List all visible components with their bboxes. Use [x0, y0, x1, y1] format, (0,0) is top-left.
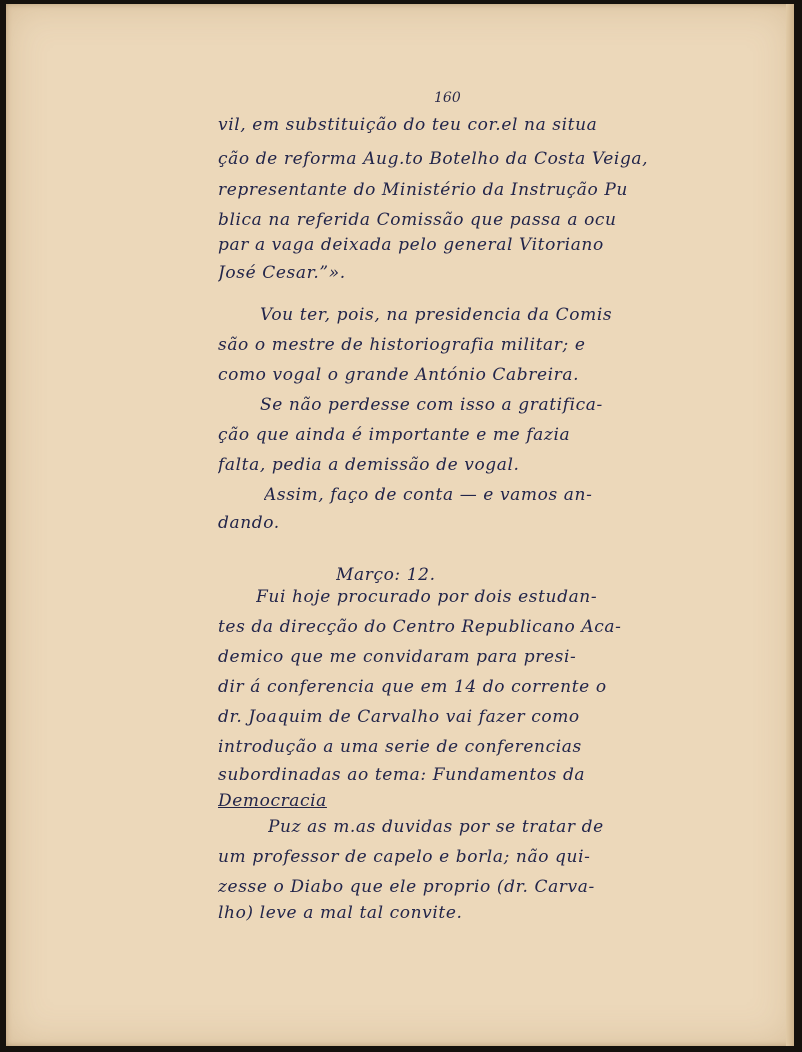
text-line: dr. Joaquim de Carvalho vai fazer como	[218, 707, 580, 727]
text-line: dir á conferencia que em 14 do corrente o	[218, 677, 607, 697]
text-line: falta, pedia a demissão de vogal.	[218, 455, 520, 475]
text-line: par a vaga deixada pelo general Vitoriano	[218, 235, 604, 255]
text-line: lho) leve a mal tal convite.	[218, 903, 463, 923]
text-line: subordinadas ao tema: Fundamentos da	[218, 765, 586, 785]
page-edge	[786, 4, 794, 1046]
page-number: 160	[434, 90, 461, 106]
text-line: um professor de capelo e borla; não qui-	[218, 847, 591, 867]
entry-heading: Março: 12.	[336, 565, 436, 585]
text-line: tes da direcção do Centro Republicano Aca-	[218, 617, 622, 637]
text-line: José Cesar.”».	[218, 263, 346, 283]
text-line: Puz as m.as duvidas por se tratar de	[268, 817, 604, 837]
text-line: Fui hoje procurado por dois estudan-	[256, 587, 598, 607]
text-line: representante do Ministério da Instrução Pu	[218, 180, 628, 200]
text-line: Democracia	[218, 791, 327, 811]
text-line: são o mestre de historiografia militar; e	[218, 335, 586, 355]
text-line: Assim, faço de conta — e vamos an-	[264, 485, 593, 505]
text-line: vil, em substituição do teu cor.el na situa	[218, 115, 598, 135]
manuscript-page	[6, 4, 794, 1046]
text-line: demico que me convidaram para presi-	[218, 647, 577, 667]
text-line: dando.	[218, 513, 280, 533]
text-line: Se não perdesse com isso a gratifica-	[260, 395, 603, 415]
text-line: blica na referida Comissão que passa a ocu	[218, 210, 617, 230]
text-line: zesse o Diabo que ele proprio (dr. Carva-	[218, 877, 595, 897]
text-line: ção que ainda é importante e me fazia	[218, 425, 571, 445]
text-line: como vogal o grande António Cabreira.	[218, 365, 580, 385]
text-line: ção de reforma Aug.to Botelho da Costa Veiga,	[218, 149, 649, 169]
text-line: introdução a uma serie de conferencias	[218, 737, 582, 757]
text-line: Vou ter, pois, na presidencia da Comis	[260, 305, 613, 325]
